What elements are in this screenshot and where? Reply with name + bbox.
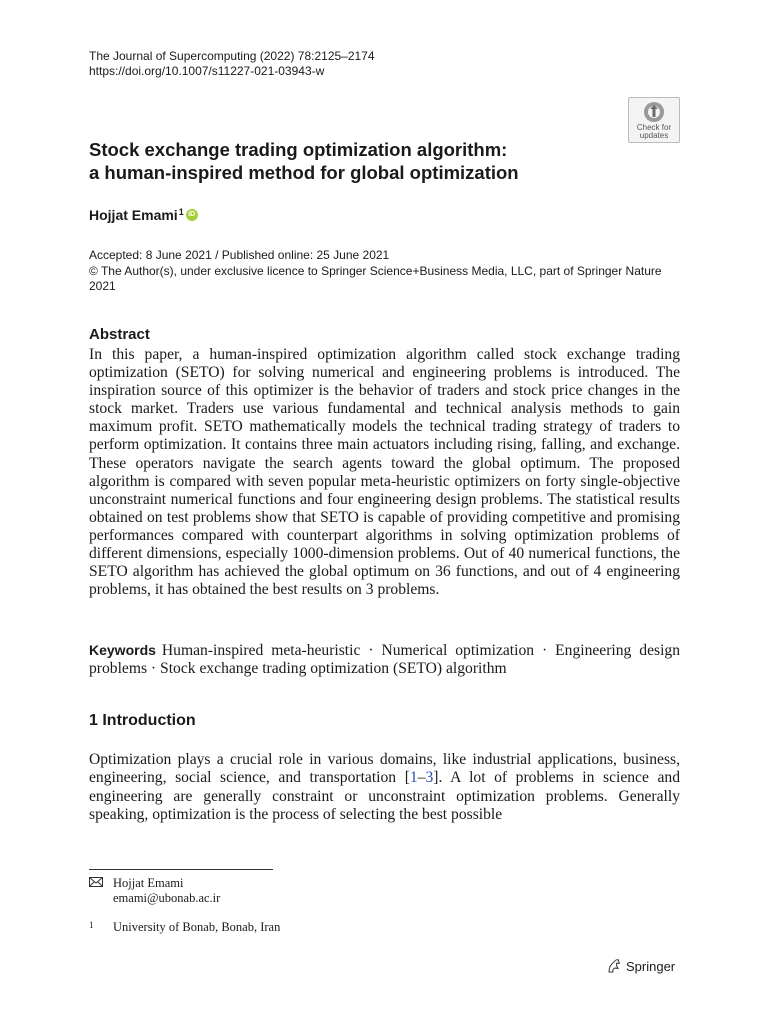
journal-citation: The Journal of Supercomputing (2022) 78:2125–2174 [89,49,375,63]
paper-title-line-2: a human-inspired method for global optimization [89,162,519,183]
publisher-logo [606,958,675,974]
keywords-label: Keywords [89,642,156,658]
citation-link-3[interactable]: 3 [425,769,434,787]
contact-email[interactable]: emami@ubonab.ac.ir [113,891,221,905]
paper-title-line-1: Stock exchange trading optimization algorithm: [89,139,508,160]
journal-header [89,49,375,79]
author-affiliation-mark: 1 [178,207,184,217]
introduction-paragraph: Optimization plays a crucial role in various domains, like industrial applications, business, engineering, social science, and transportation [1–3]. A lot of problems in science and engineering are generally constraint or unconstraint optimization problems. Generally speaking, optimization is the process of selecting the best possible [89,751,680,823]
copyright-notice: © The Author(s), under exclusive licence to Springer Science+Business Media, LLC, part of Springer Nature 2021 [89,263,662,293]
affiliation-footnote [89,920,589,935]
citation-link-1[interactable]: 1 [409,769,418,787]
affiliation-footnote-mark: 1 [89,920,94,930]
springer-horse-icon [606,958,622,974]
affiliation-text: University of Bonab, Bonab, Iran [113,920,281,934]
publisher-name: Springer [626,958,676,974]
keywords [89,641,680,678]
author-line [89,207,198,223]
keywords-text: Human-inspired meta-heuristic · Numerical optimization · Engineering design problems · Stock exchange trading optimization (SETO) algorithm [89,642,680,678]
abstract-body: In this paper, a human-inspired optimization algorithm called stock exchange trading optimization (SETO) for solving numerical and engineering problems is introduced. The inspiration source of this optimizer is the behavior of traders and stock price changes in the stock market. Traders use various fundamental and technical analysis methods to gain maximum profit. SETO mathematically models the technical trading strategy of traders to perform optimization. It contains three main actuators including rising, falling, and exchange. These operators navigate the search agents toward the global optimum. The proposed algorithm is compared with seven popular meta-heuristic optimizers on forty single-objective unconstraint numerical functions and four engineering design problems. The statistical results obtained on test problems show that SETO is capable of providing competitive and promising performances compared with counterpart algorithms in solving optimization problems of different dimensions, especially 1000-dimension problems. Out of 40 numerical functions, the SETO algorithm has achieved the global optimum on 36 functions, and out of 4 engineering problems, it has obtained the best results on 3 problems. [89,346,680,599]
envelope-icon [89,876,113,906]
author-name[interactable]: Hojjat Emami [89,207,178,223]
contact-name: Hojjat Emami [113,876,184,890]
section-heading-introduction: 1 Introduction [89,712,196,729]
check-for-updates-label: Check for updates [636,123,672,140]
footnotes [89,876,589,935]
contact-footnote [89,876,589,906]
footnote-divider [89,869,273,870]
orcid-icon[interactable]: iD [186,209,198,221]
abstract-heading: Abstract [89,326,150,343]
doi-link[interactable]: https://doi.org/10.1007/s11227-021-03943-w [89,64,325,78]
publication-info [89,248,679,295]
check-for-updates-badge[interactable] [628,97,680,143]
check-for-updates-icon [643,101,665,123]
publication-dates: Accepted: 8 June 2021 / Published online: 25 June 2021 [89,248,390,262]
paper-title [89,138,649,184]
